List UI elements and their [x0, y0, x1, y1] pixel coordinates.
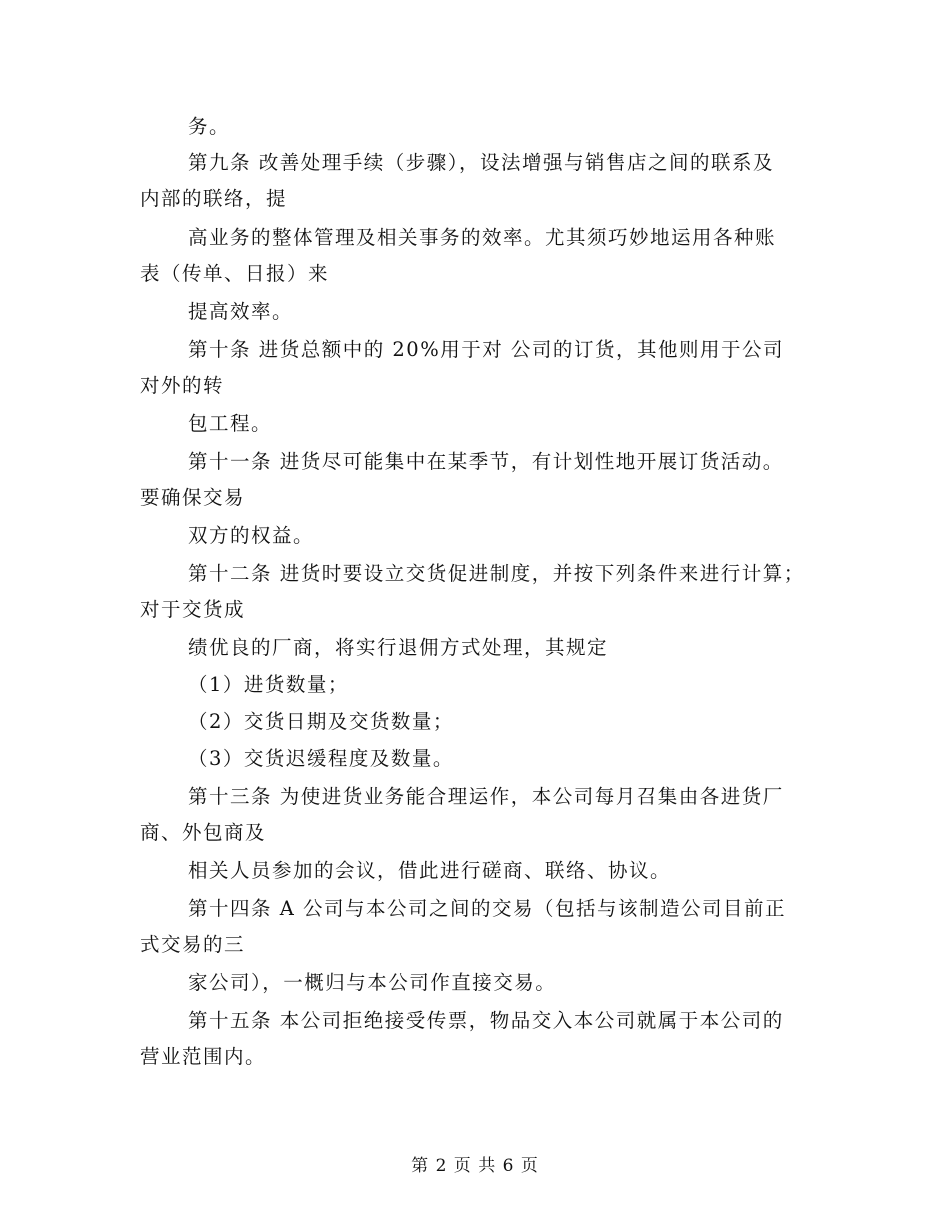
- text-line: 对于交货成: [140, 598, 246, 621]
- text-line: 内部的联络，提: [140, 187, 288, 210]
- text-line: 第十四条 A 公司与本公司之间的交易（包括与该制造公司目前正: [188, 897, 786, 920]
- list-item: （2）交货日期及交货数量；: [188, 710, 454, 733]
- text-line: 高业务的整体管理及相关事务的效率。尤其须巧妙地运用各种账: [188, 226, 777, 249]
- text-line: 双方的权益。: [188, 524, 315, 547]
- text-line: 要确保交易: [140, 486, 246, 509]
- text-line: 营业范围内。: [140, 1045, 267, 1068]
- text-line: 绩优良的厂商，将实行退佣方式处理，其规定: [188, 636, 609, 659]
- text-line: 商、外包商及: [140, 821, 267, 844]
- text-line: 第九条 改善处理手续（步骤），设法增强与销售店之间的联系及: [188, 151, 774, 174]
- text-line: 第十五条 本公司拒绝接受传票，物品交入本公司就属于本公司的: [188, 1009, 784, 1032]
- text-line: 相关人员参加的会议，借此进行磋商、联络、协议。: [188, 859, 672, 882]
- list-item: （3）交货迟缓程度及数量。: [188, 747, 454, 770]
- text-line: 务。: [188, 115, 231, 138]
- page-number-footer: 第 2 页 共 6 页: [411, 1156, 539, 1176]
- text-line: 提高效率。: [188, 300, 294, 323]
- text-line: 第十条 进货总额中的 20%用于对 公司的订货，其他则用于公司: [188, 338, 784, 361]
- text-line: 包工程。: [188, 412, 273, 435]
- text-line: 第十三条 为使进货业务能合理运作，本公司每月召集由各进货厂: [188, 785, 784, 808]
- text-line: 家公司），一概归与本公司作直接交易。: [188, 971, 557, 994]
- text-line: 第十二条 进货时要设立交货促进制度，并按下列条件来进行计算；: [188, 562, 805, 585]
- text-line: 第十一条 进货尽可能集中在某季节，有计划性地开展订货活动。: [188, 450, 784, 473]
- text-line: 式交易的三: [140, 933, 246, 956]
- text-line: 表（传单、日报）来: [140, 262, 330, 285]
- text-line: 对外的转: [140, 374, 225, 397]
- list-item: （1）进货数量；: [188, 673, 349, 696]
